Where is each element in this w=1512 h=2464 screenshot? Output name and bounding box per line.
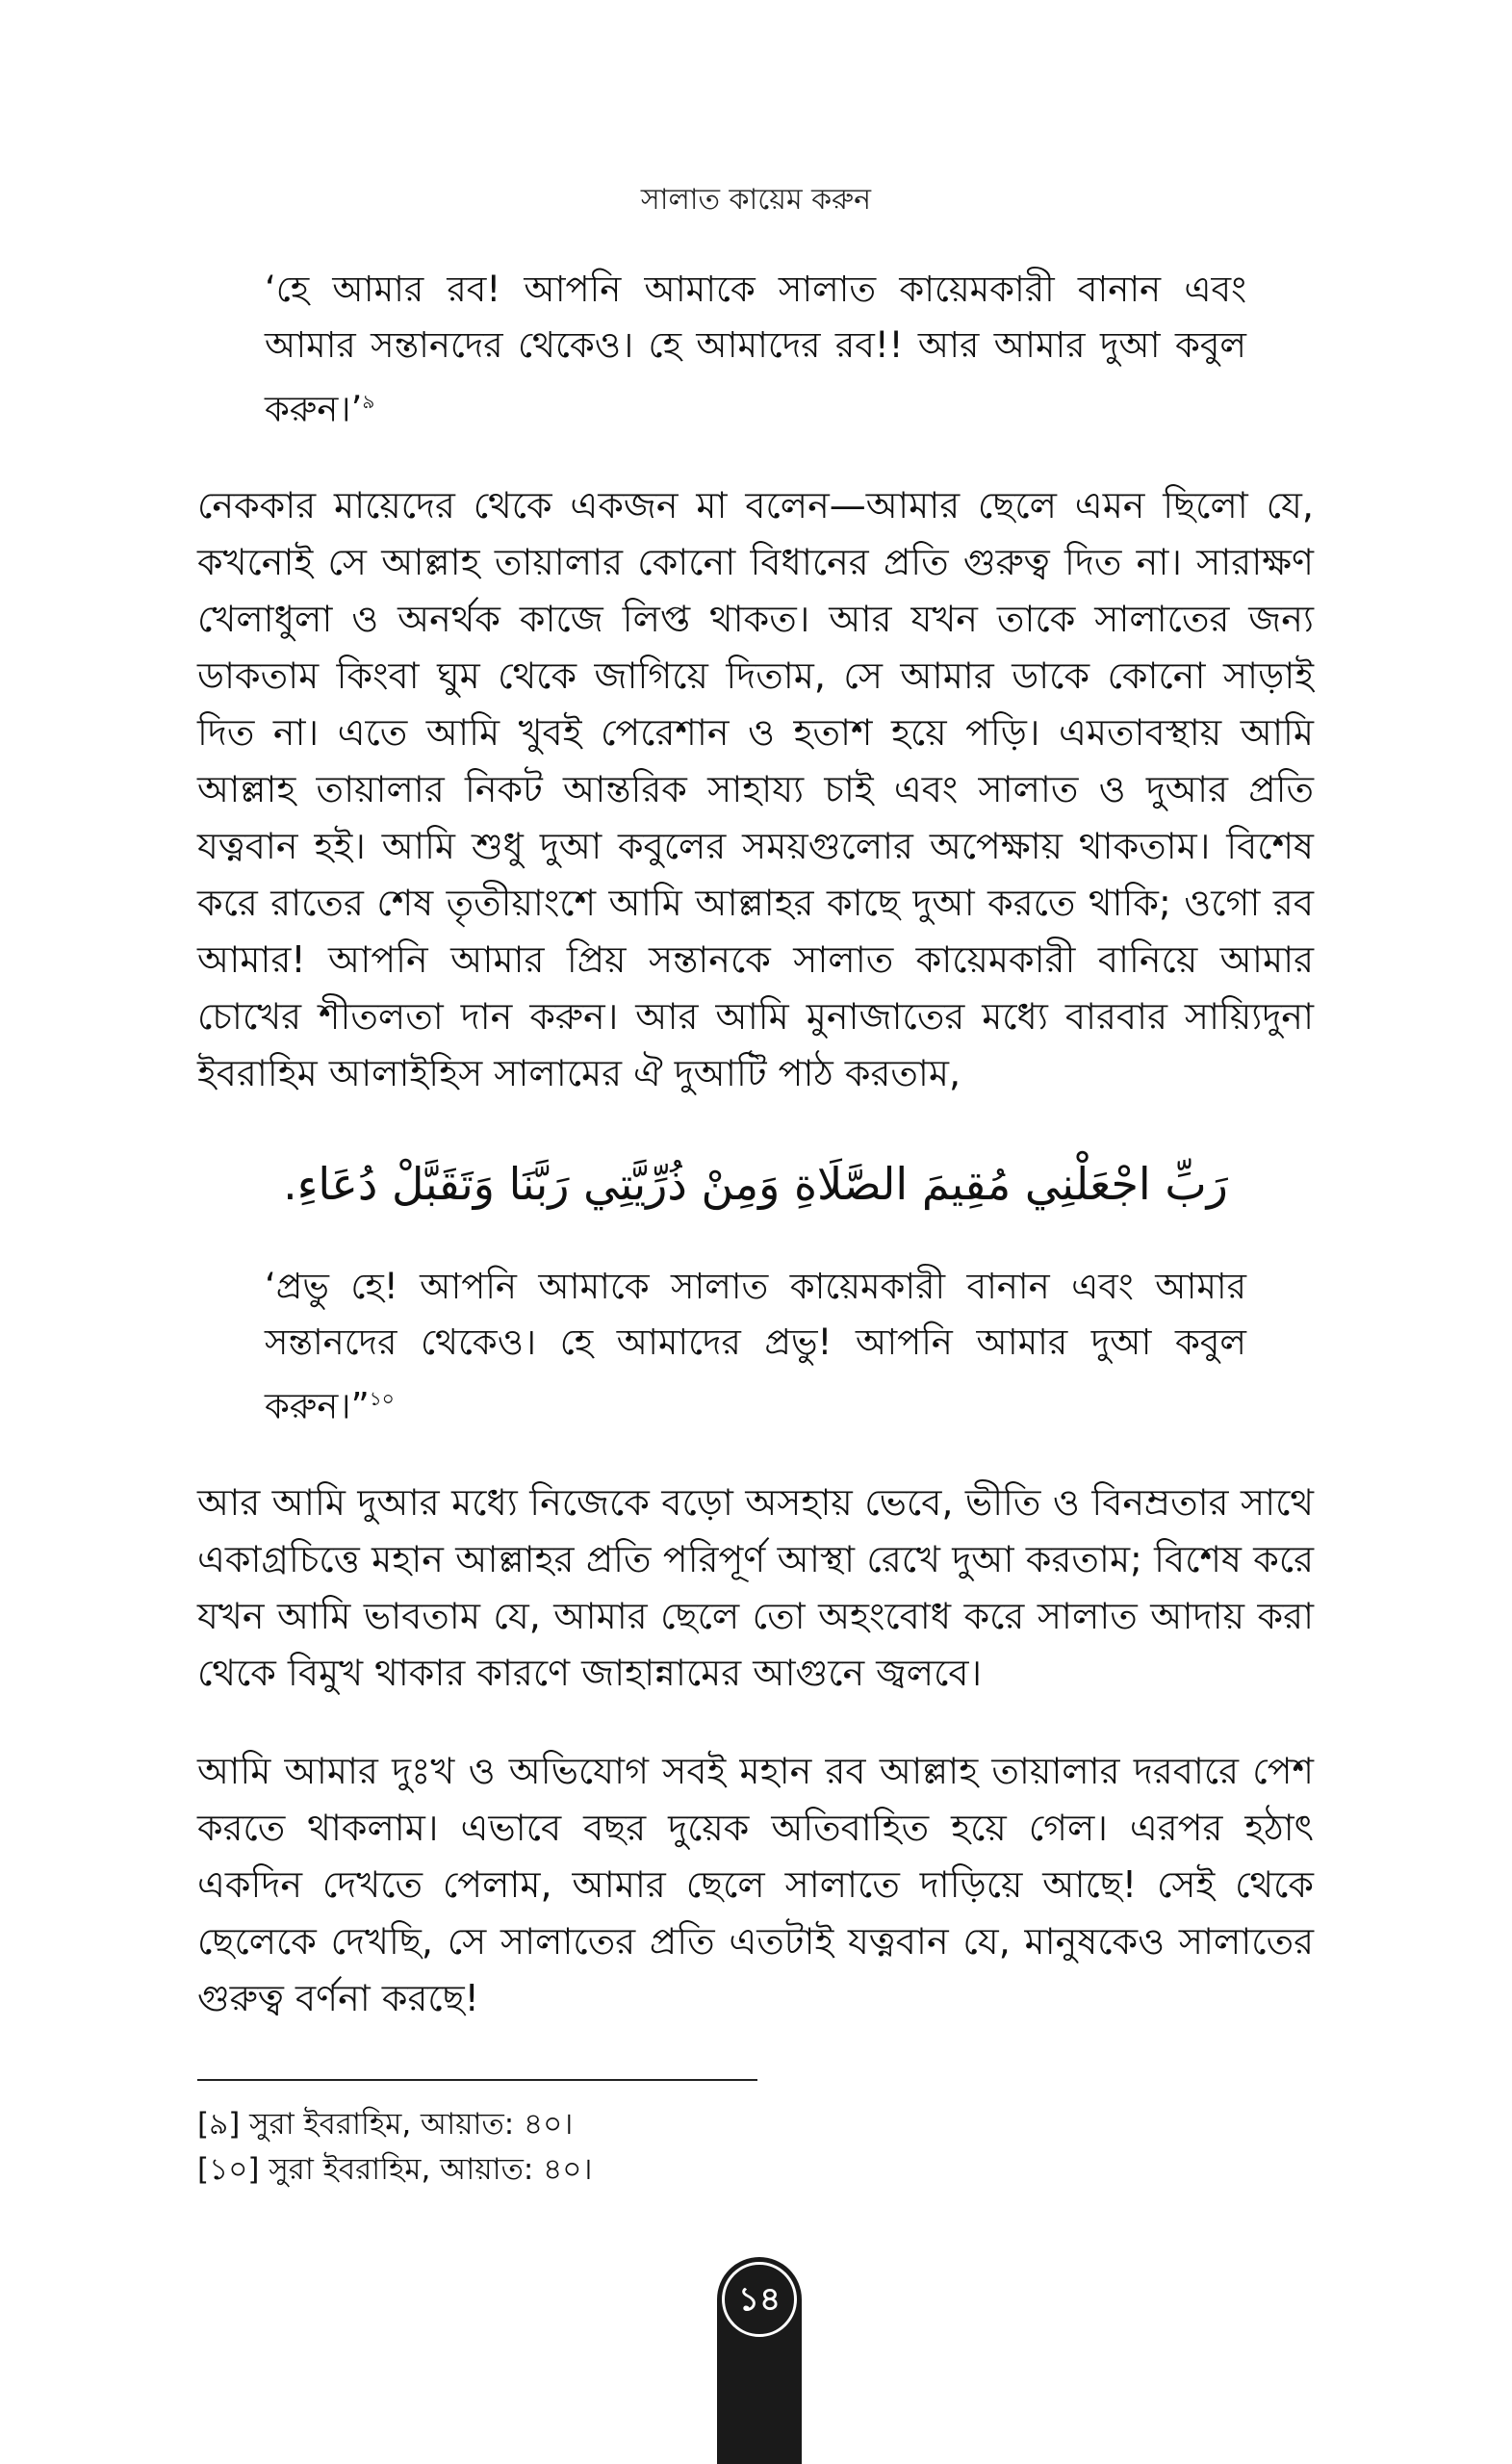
quote-2-text: ‘প্রভু হে! আপনি আমাকে সালাত কায়েমকারী বানান এবং আমার সন্তানদের থেকেও। হে আমাদের প্রভু! আপনি আমার দুআ কবুল করুন।”: [265, 1266, 1246, 1427]
footnote-divider: [197, 2079, 757, 2081]
quote-block-1: [265, 262, 1246, 437]
page-number: ১৪: [722, 2262, 797, 2337]
paragraph-2: আর আমি দুআর মধ্যে নিজেকে বড়ো অসহায় ভেবে, ভীতি ও বিনম্রতার সাথে একাগ্রচিত্তে মহান আল্লাহর প্রতি পরিপূর্ণ আস্থা রেখে দুআ করতাম; বিশেষ করে যখন আমি ভাবতাম যে, আমার ছেলে তো অহংবোধ করে সালাত আদায় করা থেকে বিমুখ থাকার কারণে জাহান্নামের আগুনে জ্বলবে।: [197, 1481, 1314, 1694]
paragraph-3: আমি আমার দুঃখ ও অভিযোগ সবই মহান রব আল্লাহ তায়ালার দরবারে পেশ করতে থাকলাম। এভাবে বছর দুয়েক অতিবাহিত হয়ে গেল। এরপর হঠাৎ একদিন দেখতে পেলাম, আমার ছেলে সালাতে দাড়িয়ে আছে! সেই থেকে ছেলেকে দেখছি, সে সালাতের প্রতি এতটাই যত্নবান যে, মানুষকেও সালাতের গুরুত্ব বর্ণনা করছে!: [197, 1750, 1314, 2019]
quote-1-text: ‘হে আমার রব! আপনি আমাকে সালাত কায়েমকারী বানান এবং আমার সন্তানদের থেকেও। হে আমাদের রব!! আর আমার দুআ কবুল করুন।’: [265, 269, 1246, 430]
arabic-verse: رَبِّ اجْعَلْنِي مُقِيمَ الصَّلَاةِ وَمِنْ ذُرِّيَّتِي رَبَّنَا وَتَقَبَّلْ دُعَاءِ.: [283, 1158, 1228, 1210]
footnote-10: [১০] সুরা ইবরাহিম, আয়াত: ৪০।: [197, 2152, 593, 2187]
footnote-ref-10[interactable]: ১০: [369, 1387, 395, 1410]
quote-block-2: [265, 1259, 1246, 1434]
running-head-title: সালাত কায়েম করুন: [640, 183, 872, 217]
paragraph-1: নেককার মায়েদের থেকে একজন মা বলেন—আমার ছেলে এমন ছিলো যে, কখনোই সে আল্লাহ তায়ালার কোনো বিধানের প্রতি গুরুত্ব দিত না। সারাক্ষণ খেলাধুলা ও অনর্থক কাজে লিপ্ত থাকত। আর যখন তাকে সালাতের জন্য ডাকতাম কিংবা ঘুম থেকে জাগিয়ে দিতাম, সে আমার ডাকে কোনো সাড়াই দিত না। এতে আমি খুবই পেরেশান ও হতাশ হয়ে পড়ি। এমতাবস্থায় আমি আল্লাহ তায়ালার নিকট আন্তরিক সাহায্য চাই এবং সালাত ও দুআর প্রতি যত্নবান হই। আমি শুধু দুআ কবুলের সময়গুলোর অপেক্ষায় থাকতাম। বিশেষ করে রাতের শেষ তৃতীয়াংশে আমি আল্লাহর কাছে দুআ করতে থাকি; ওগো রব আমার! আপনি আমার প্রিয় সন্তানকে সালাত কায়েমকারী বানিয়ে আমার চোখের শীতলতা দান করুন। আর আমি মুনাজাতের মধ্যে বারবার সায়্যিদুনা ইবরাহিম আলাইহিস সালামের ঐ দুআটি পাঠ করতাম,: [197, 484, 1314, 1094]
footnote-9: [৯] সুরা ইবরাহিম, আয়াত: ৪০।: [197, 2107, 574, 2142]
footnote-ref-9[interactable]: ৯: [362, 390, 375, 413]
